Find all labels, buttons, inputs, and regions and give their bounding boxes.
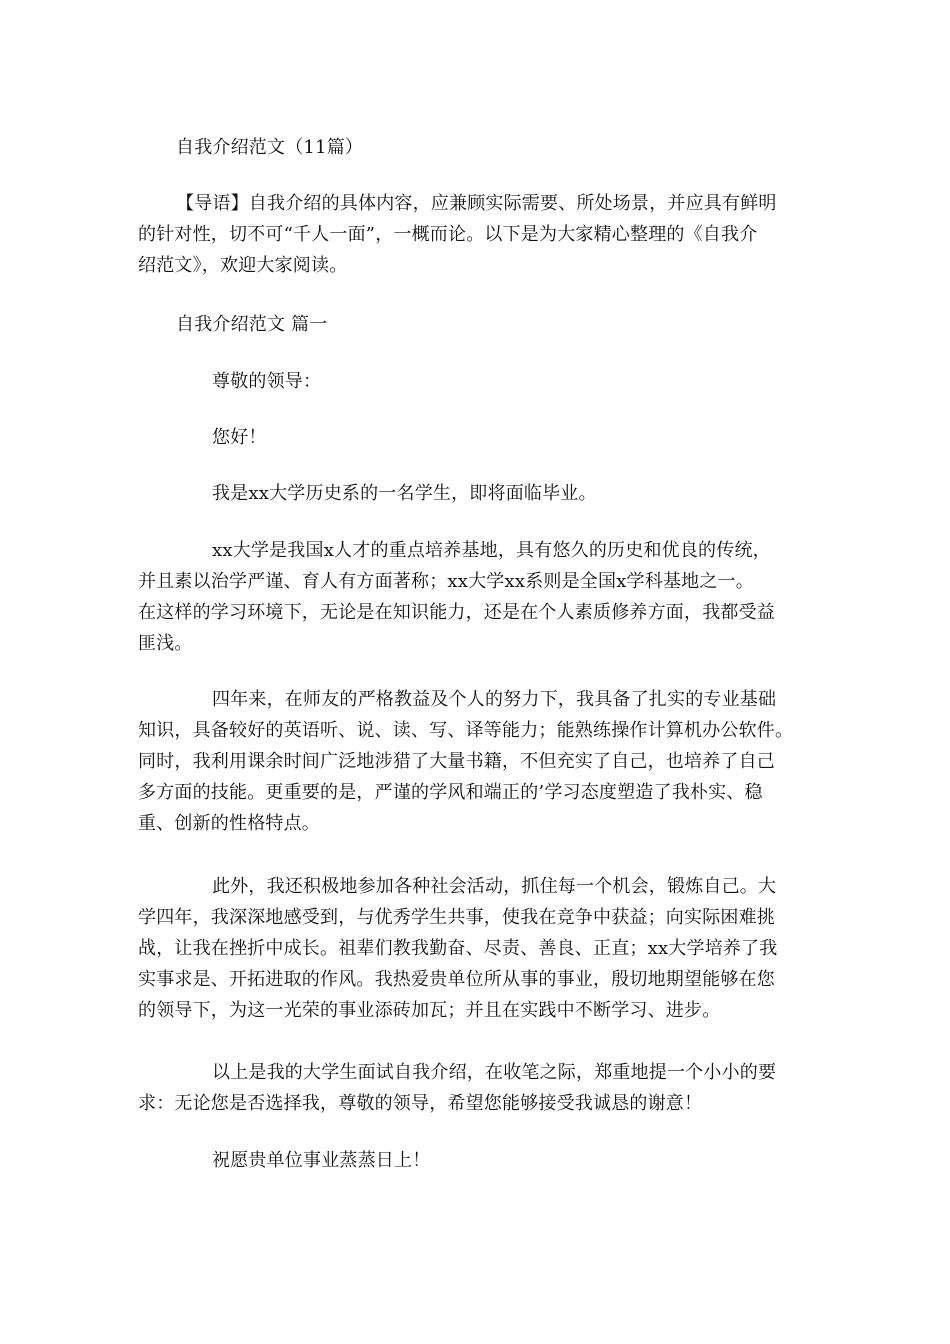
paragraph-line: 知识，具备较好的英语听、说、读、写、译等能力；能熟练操作计算机办公软件。 [138, 720, 794, 741]
closing-block [138, 1145, 818, 1176]
section-heading: 自我介绍范文 篇一 [176, 314, 328, 335]
greeting: 您好！ [212, 427, 267, 448]
paragraph-line: 战，让我在挫折中成长。祖辈们教我勤奋、尽责、善良、正直；xx大学培养了我 [138, 938, 778, 959]
intro-line: 绍范文》，欢迎大家阅读。 [138, 255, 348, 276]
document-title: 自我介绍范文（11篇） [176, 137, 364, 158]
paragraph-line: 的领导下，为这一光荣的事业添砖加瓦；并且在实践中不断学习、进步。 [138, 1000, 721, 1021]
salutation: 尊敬的领导： [212, 371, 322, 392]
paragraph-line: 同时，我利用课余时间广泛地涉猎了大量书籍，不但充实了自己，也培养了自己 [138, 751, 775, 772]
intro-line: 的针对性，切不可“千人一面”，一概而论。以下是为大家精心整理的《自我介 [138, 224, 758, 245]
greeting-block [138, 422, 818, 453]
body-paragraph [138, 478, 818, 509]
paragraph-line: 学四年，我深深地感受到，与优秀学生共事，使我在竞争中获益；向实际困难挑 [138, 907, 775, 928]
document-title-block [138, 132, 818, 163]
paragraph-line: 匪浅。 [138, 633, 193, 654]
body-paragraph [138, 684, 818, 839]
closing-line: 祝愿贵单位事业蒸蒸日上！ [212, 1150, 431, 1171]
intro-paragraph [138, 188, 818, 281]
paragraph-line: 多方面的技能。更重要的是，严谨的学风和端正的’学习态度塑造了我朴实、稳 [138, 782, 763, 803]
section-heading-block [138, 309, 818, 340]
paragraph-line: 并且素以治学严谨、育人有方面著称；xx大学xx系则是全国x学科基地之一。 [138, 571, 754, 592]
intro-line: 【导语】自我介绍的具体内容，应兼顾实际需要、所处场景，并应具有鲜明 [176, 193, 777, 214]
paragraph-line: 在这样的学习环境下，无论是在知识能力，还是在个人素质修养方面，我都受益 [138, 602, 775, 623]
paragraph-line: 我是xx大学历史系的一名学生，即将面临毕业。 [212, 483, 597, 504]
paragraph-line: 此外，我还积极地参加各种社会活动，抓住每一个机会，锻炼自己。大 [212, 876, 777, 897]
body-paragraph [138, 535, 818, 659]
salutation-block [138, 366, 818, 397]
paragraph-line: 以上是我的大学生面试自我介绍，在收笔之际，郑重地提一个小小的要 [212, 1062, 777, 1083]
paragraph-line: 求：无论您是否选择我，尊敬的领导，希望您能够接受我诚恳的谢意！ [138, 1093, 703, 1114]
paragraph-line: 重、创新的性格特点。 [138, 813, 320, 834]
paragraph-line: 四年来，在师友的严格教益及个人的努力下，我具备了扎实的专业基础 [212, 689, 777, 710]
body-paragraph [138, 871, 818, 1026]
body-paragraph [138, 1057, 818, 1119]
paragraph-line: 实事求是、开拓进取的作风。我热爱贵单位所从事的事业，殷切地期望能够在您 [138, 969, 775, 990]
paragraph-line: xx大学是我国x人才的重点培养基地，具有悠久的历史和优良的传统， [212, 540, 771, 561]
